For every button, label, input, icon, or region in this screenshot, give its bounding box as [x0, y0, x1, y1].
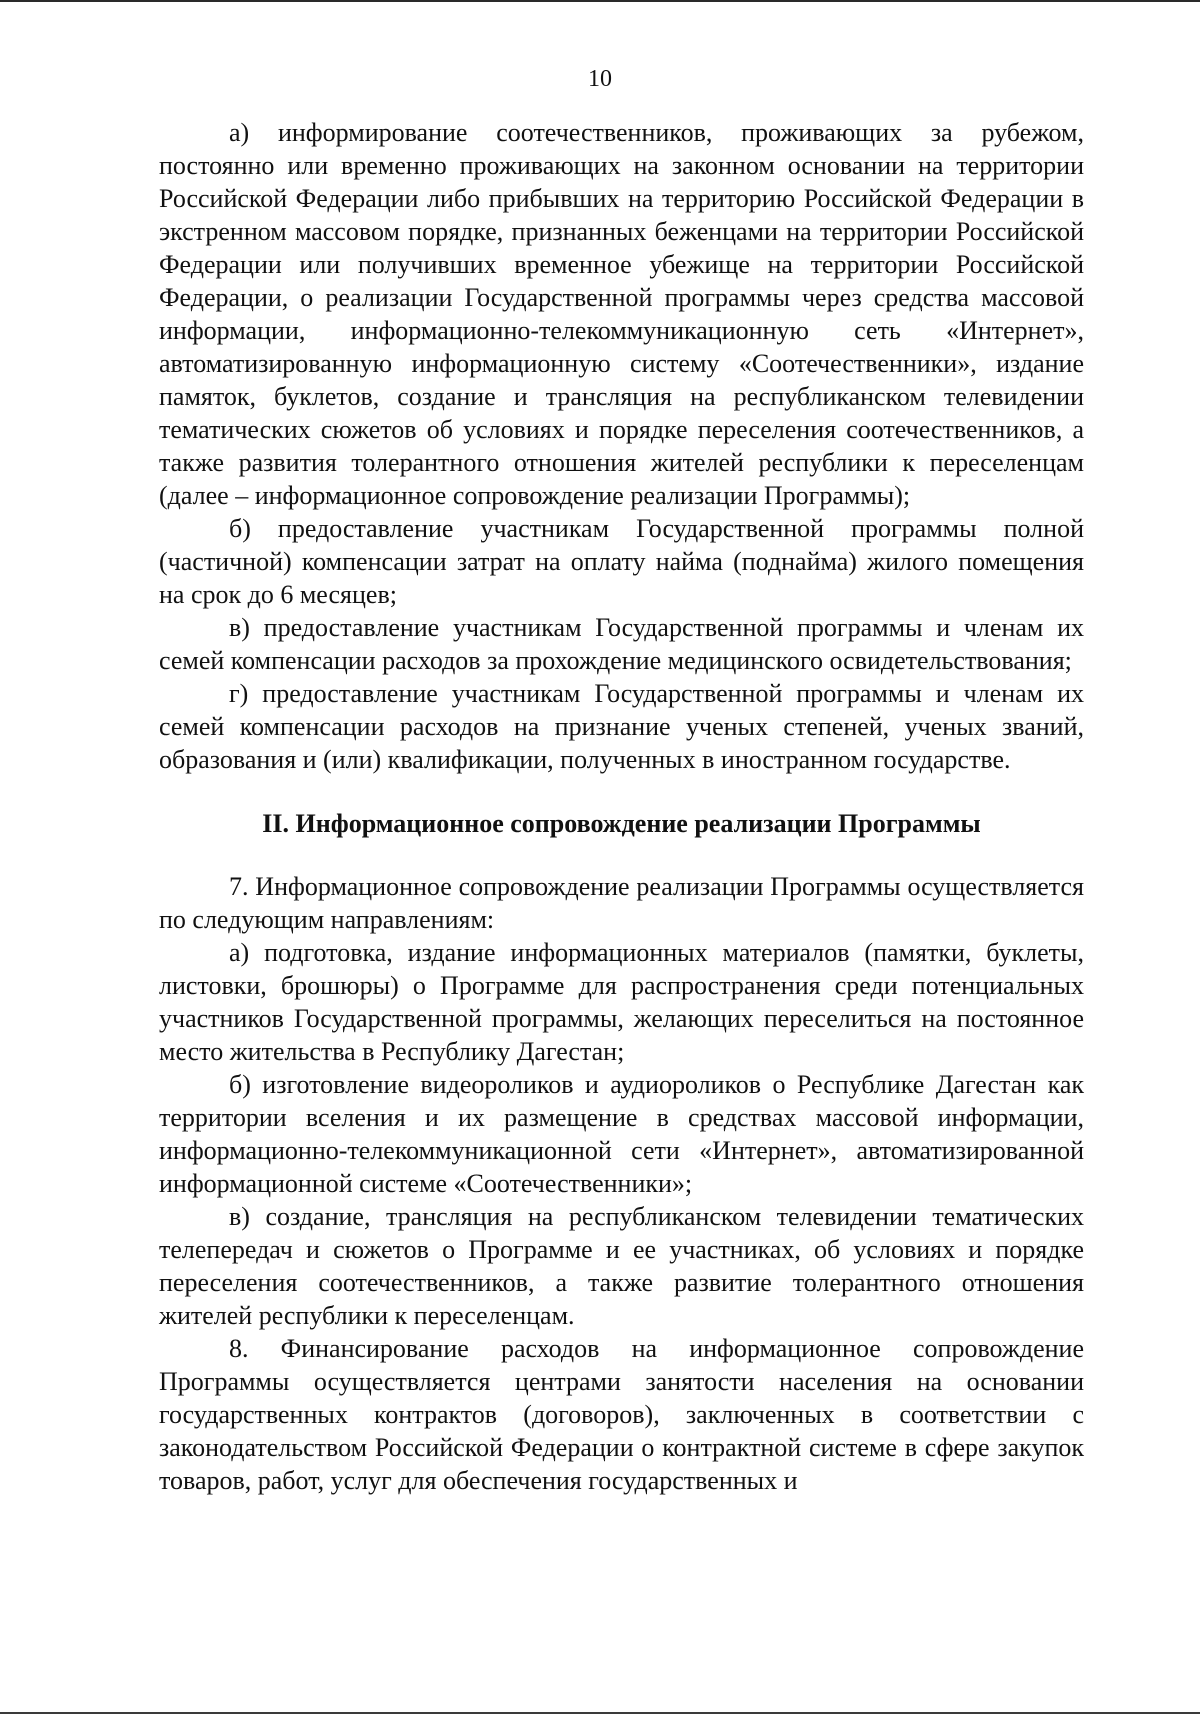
- top-edge-rule: [0, 0, 1200, 2]
- paragraph-v-broadcasts: в) создание, трансляция на республиканском телевидении тематических телепередач и сюжетов о Программе и ее участниках, об условиях и порядке переселения соотечественников, а также развитие толерантного отношения жителей республики к переселенцам.: [159, 1202, 1084, 1330]
- bottom-edge-rule: [0, 1712, 1200, 1714]
- page-number: 10: [588, 66, 612, 92]
- paragraph-a-informing: а) информирование соотечественников, проживающих за рубежом, постоянно или временно проживающих на законном основании на территории Российской Федерации либо прибывших на территорию Российской Федерации в экстренном массовом порядке, признанных беженцами на территории Российской Федерации или получивших временное убежище на территории Российской Федерации, о реализации Государственной программы через средства массовой информации, информационно-телекоммуникационную сеть «Интернет», автоматизированную информационную систему «Соотечественники», издание памяток, буклетов, создание и трансляция на республиканском телевидении тематических сюжетов об условиях и порядке переселения соотечественников, а также развития толерантного отношения жителей республики к переселенцам (далее – информационное сопровождение реализации Программы);: [159, 118, 1084, 510]
- document-body: [159, 116, 1084, 1497]
- paragraph-a-materials: а) подготовка, издание информационных материалов (памятки, буклеты, листовки, брошюры) о Программе для распространения среди потенциальных участников Государственной программы, желающих переселиться на постоянное место жительства в Республику Дагестан;: [159, 938, 1084, 1066]
- paragraph-b-housing-compensation: б) предоставление участникам Государственной программы полной (частичной) компенсации затрат на оплату найма (поднайма) жилого помещения на срок до 6 месяцев;: [159, 514, 1084, 609]
- paragraph-b-video-audio: б) изготовление видеороликов и аудиороликов о Республике Дагестан как территории вселения и их размещение в средствах массовой информации, информационно-телекоммуникационной сети «Интернет», автоматизированной информационной системе «Соотечественники»;: [159, 1070, 1084, 1198]
- paragraph-8-financing: 8. Финансирование расходов на информационное сопровождение Программы осуществляется центрами занятости населения на основании государственных контрактов (договоров), заключенных в соответствии с законодательством Российской Федерации о контрактной системе в сфере закупок товаров, работ, услуг для обеспечения государственных и: [159, 1334, 1084, 1495]
- section-heading: II. Информационное сопровождение реализации Программы: [262, 809, 981, 838]
- paragraph-g-qualification-compensation: г) предоставление участникам Государственной программы и членам их семей компенсации расходов на признание ученых степеней, ученых званий, образования и (или) квалификации, полученных в иностранном государстве.: [159, 679, 1084, 774]
- paragraph-7-info-support: 7. Информационное сопровождение реализации Программы осуществляется по следующим направлениям:: [159, 872, 1084, 934]
- paragraph-v-medical-compensation: в) предоставление участникам Государственной программы и членам их семей компенсации расходов за прохождение медицинского освидетельствования;: [159, 613, 1084, 675]
